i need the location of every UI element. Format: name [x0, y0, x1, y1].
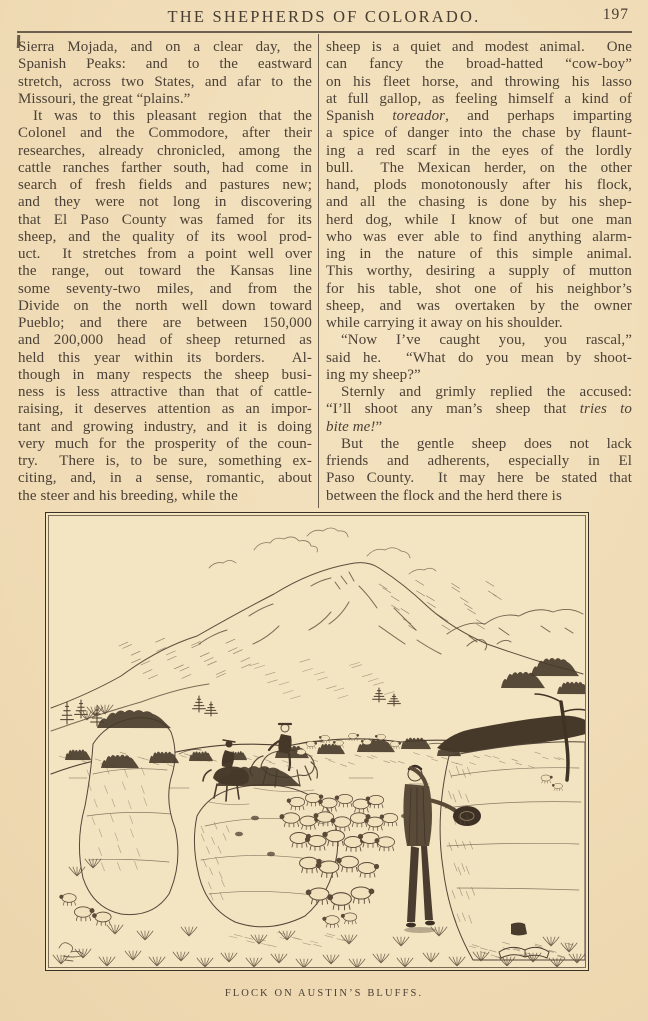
text-line: herd dog, while I know of but one man	[326, 211, 632, 228]
text-line: can fancy the broad-hatted “cow-boy”	[326, 56, 632, 73]
illustration-frame	[45, 512, 589, 971]
text-line: very much for the prosperity of the coun-	[18, 435, 312, 452]
text-line: Pueblo; and there are between 150,000	[18, 315, 312, 331]
column-divider	[318, 34, 319, 508]
text-line: the steer and his breeding, while the	[18, 487, 238, 504]
text-line: between the flock and the herd there is	[326, 487, 562, 504]
text-line: Paso County. It may here be stated that	[326, 470, 632, 487]
text-line: sheep is a quiet and modest animal. One	[326, 39, 632, 55]
text-line: Sternly and grimly replied the accused:	[341, 384, 632, 400]
mountain	[51, 563, 583, 731]
page-number: 197	[602, 6, 629, 23]
text-line: Divide on the north well down toward	[18, 297, 312, 314]
boulder	[194, 785, 337, 927]
text-line: Missouri, the great “plains.”	[18, 90, 191, 107]
illustration-caption: FLOCK ON AUSTIN’S BLUFFS.	[224, 988, 424, 999]
text-line: that El Paso County was famed for its	[18, 211, 312, 228]
column-right	[326, 39, 632, 505]
text-line: stretch, across two States, and afar to the	[18, 73, 312, 90]
text-line: search of fresh fields and pastures new;	[18, 177, 312, 193]
artist-signature	[59, 943, 83, 961]
text-line: for his table, shot one of his neighbor’s	[326, 280, 632, 297]
text-line: Sierra Mojada, and on a clear day, the	[18, 39, 312, 55]
text-line: who was ever able to find anything alarm-	[326, 228, 632, 245]
page-title: THE SHEPHERDS OF COLORADO.	[167, 7, 481, 26]
text-line: sheep, and the quality of its wool prod-	[18, 228, 312, 245]
clouds	[209, 528, 436, 574]
text-line: raising, it deserves attention as an impor-	[18, 401, 312, 418]
text-line: cattle ranches farther south, had come in	[18, 159, 312, 176]
paragraph	[326, 39, 632, 332]
text-line: and all the chasing is done by his shep-	[326, 194, 632, 211]
distant-ridge	[447, 609, 583, 642]
text-line: Spanish toreador, and perhaps imparting	[326, 108, 632, 124]
text-line: It was to this pleasant region that the	[33, 108, 312, 124]
text-line: a spice of danger into the chase by flaunt-	[326, 125, 632, 142]
text-line: said he. “What do you mean by shoot-	[326, 349, 632, 366]
text-line: bull. The Mexican herder, on the other	[326, 159, 632, 176]
text-line: But the gentle sheep does not lack	[341, 435, 632, 452]
paragraph	[18, 39, 312, 108]
paragraph	[18, 108, 312, 505]
text-line: ing a red scarf in the eyes of the lordly	[326, 142, 632, 159]
text-line: citing, and, in a sense, romantic, about	[18, 470, 312, 487]
text-line: while carrying it away on his shoulder.	[326, 315, 563, 331]
text-line: Colonel and the Commodore, after their	[18, 125, 312, 142]
text-line: bite me!”	[326, 418, 383, 435]
column-left	[18, 39, 312, 505]
text-line: ing in the nature of this simple animal.	[326, 246, 632, 262]
text-line: held this year within its borders. Al-	[18, 349, 312, 366]
header-rule	[17, 31, 632, 33]
text-line: researches, already chronicled, among the	[18, 142, 312, 159]
left-bluff	[79, 718, 177, 915]
text-line: uct. It stretches from a point well over	[18, 246, 312, 262]
text-line: ness is less attractive than that of cattle-	[18, 384, 312, 400]
text-line: This worthy, desiring a supply of mutton	[326, 263, 632, 280]
text-line: and 200,000 head of sheep returned as	[18, 332, 312, 349]
illustration-flock-on-austins-bluffs	[49, 516, 585, 967]
text-line: sheep, and was overtaken by the owner	[326, 297, 632, 314]
text-line: and they were not long in discovering	[18, 194, 312, 211]
text-line: tant and growing industry, and it is doing	[18, 418, 312, 435]
text-line: friends and adherents, especially in El	[326, 453, 632, 469]
text-line: at full gallop, as feeling himself a kind of	[326, 90, 632, 107]
text-line: some seventy-two miles, and from the	[18, 280, 312, 297]
text-line: try. There is, to be sure, something ex-	[18, 453, 312, 469]
text-line: the range, out toward the Kansas line	[18, 263, 312, 280]
paragraph	[326, 384, 632, 436]
paragraph	[326, 436, 632, 505]
text-line: Spanish Peaks: and to the eastward	[18, 56, 312, 73]
text-line: ing my sheep?”	[326, 366, 421, 383]
paragraph	[326, 332, 632, 384]
text-line: “I’ll shoot any man’s sheep that tries to	[326, 401, 632, 418]
text-line: on his fleet horse, and throwing his lasso	[326, 73, 632, 90]
text-line: though in many respects the sheep busi-	[18, 366, 312, 383]
text-line: hand, plods monotonously after his flock,	[326, 177, 632, 193]
text-line: “Now I’ve caught you, you rascal,”	[341, 332, 632, 349]
